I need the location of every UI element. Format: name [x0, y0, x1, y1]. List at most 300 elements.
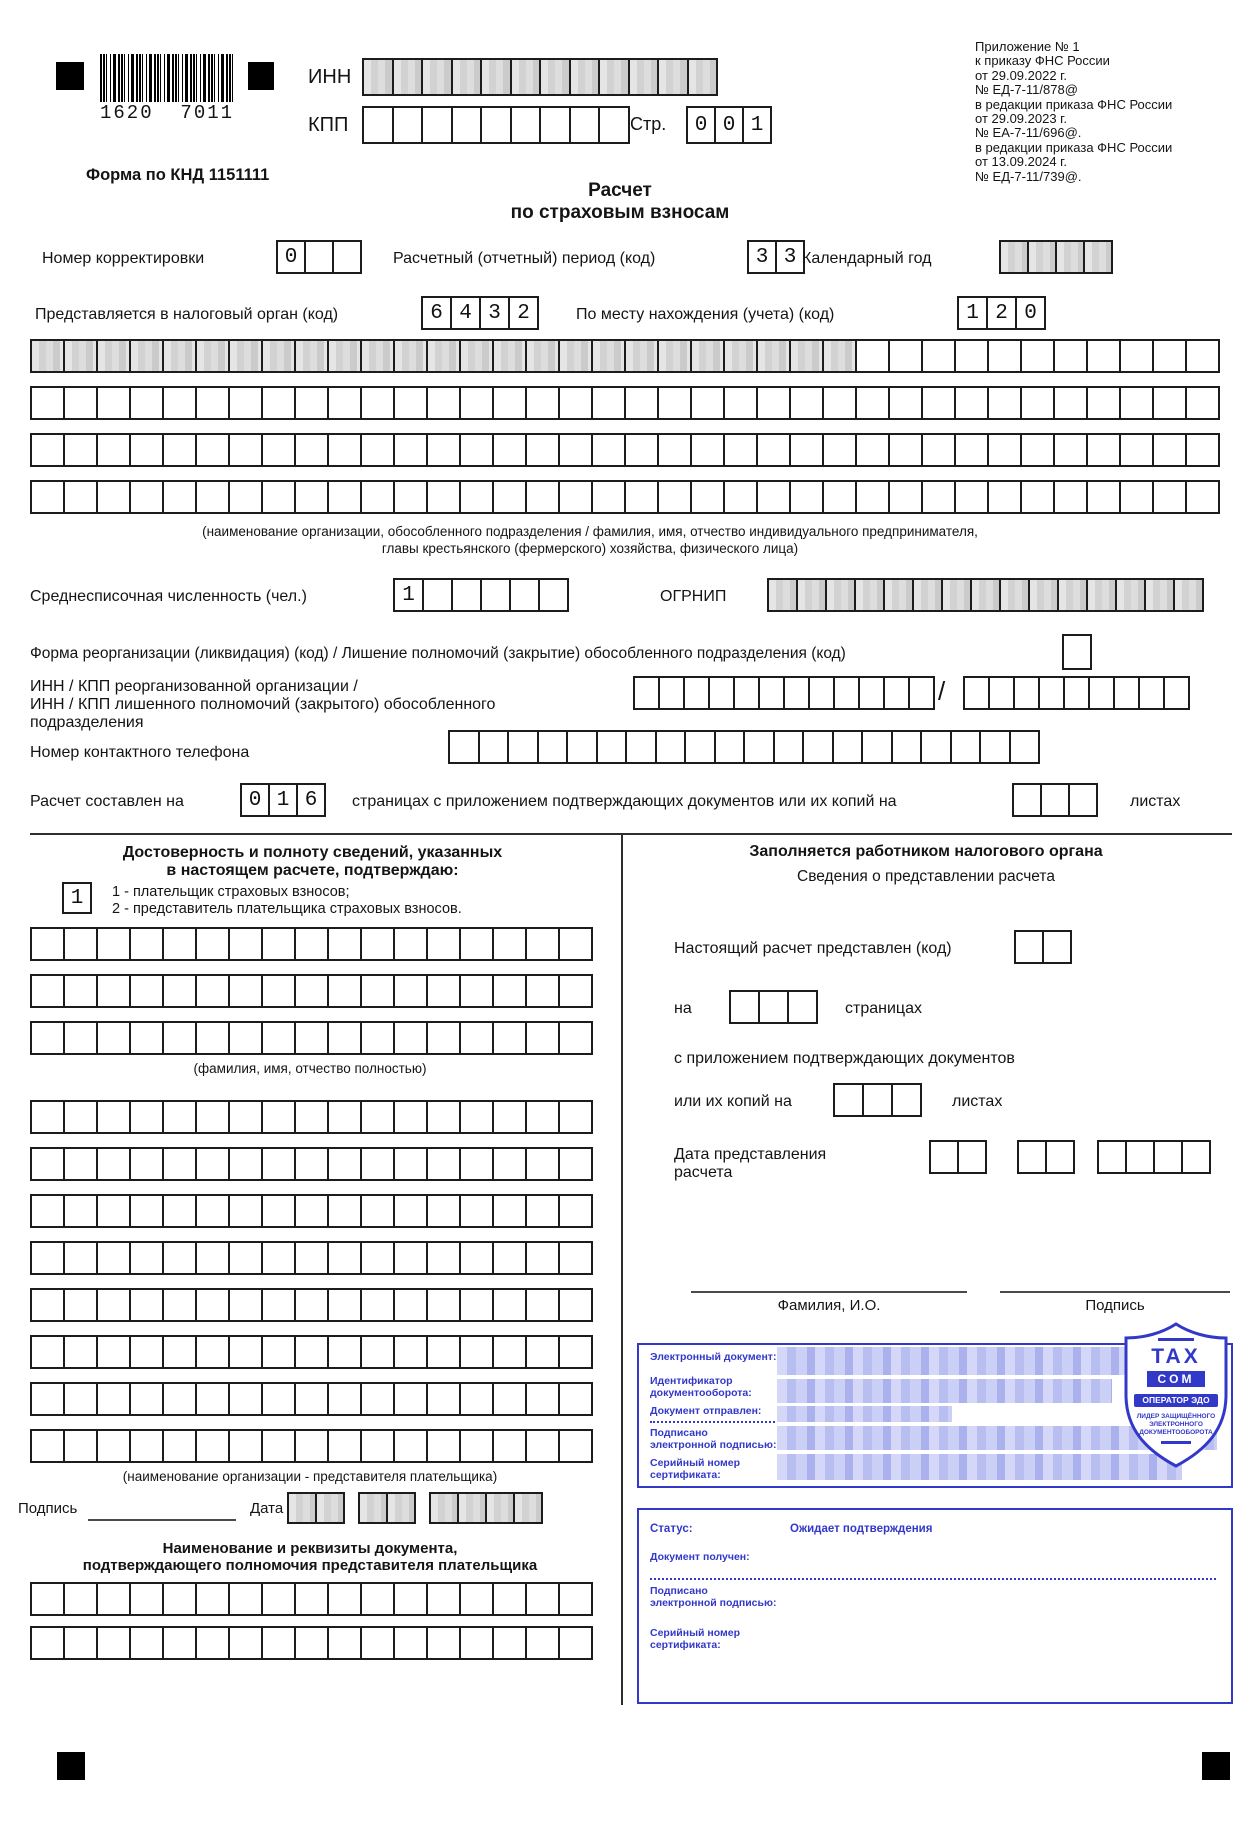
form-cell[interactable] [96, 974, 131, 1008]
form-cell[interactable] [393, 386, 428, 420]
form-cell[interactable] [30, 1288, 65, 1322]
form-cell[interactable] [129, 433, 164, 467]
form-cell[interactable] [96, 927, 131, 961]
form-cell[interactable] [30, 1021, 65, 1055]
form-cell[interactable] [833, 676, 860, 710]
form-cell[interactable] [129, 386, 164, 420]
form-cell[interactable] [657, 58, 689, 96]
form-cell[interactable] [1053, 433, 1088, 467]
form-cell[interactable] [459, 1147, 494, 1181]
form-cell[interactable] [888, 386, 923, 420]
form-cell[interactable] [723, 339, 758, 373]
form-cell[interactable] [492, 1021, 527, 1055]
form-cell[interactable] [162, 1147, 197, 1181]
form-cell[interactable] [855, 339, 890, 373]
form-cell[interactable] [525, 1429, 560, 1463]
form-cell[interactable] [195, 1241, 230, 1275]
form-cell[interactable] [558, 974, 593, 1008]
form-cell[interactable] [426, 1582, 461, 1616]
form-cell[interactable] [492, 1100, 527, 1134]
form-cell[interactable] [457, 1492, 487, 1524]
form-cell[interactable] [492, 927, 527, 961]
form-cell[interactable] [459, 1021, 494, 1055]
form-cell[interactable] [1088, 676, 1115, 710]
form-cell[interactable] [228, 433, 263, 467]
ogrnip-field[interactable] [767, 578, 1204, 612]
form-cell[interactable] [756, 339, 791, 373]
form-cell[interactable] [1053, 480, 1088, 514]
form-cell[interactable] [954, 433, 989, 467]
form-cell[interactable] [1097, 1140, 1127, 1174]
form-cell[interactable] [360, 1194, 395, 1228]
form-cell[interactable] [129, 339, 164, 373]
form-cell[interactable] [294, 1100, 329, 1134]
form-cell[interactable] [480, 578, 511, 612]
form-cell[interactable] [825, 578, 856, 612]
form-cell[interactable] [591, 386, 626, 420]
form-cell[interactable] [459, 1429, 494, 1463]
form-cell[interactable] [327, 1335, 362, 1369]
form-cell[interactable] [929, 1140, 959, 1174]
form-cell[interactable] [1040, 783, 1070, 817]
form-cell[interactable] [162, 386, 197, 420]
form-cell[interactable] [558, 1288, 593, 1322]
form-cell[interactable] [861, 730, 893, 764]
form-cell[interactable] [315, 1492, 345, 1524]
reorg-kpp-field[interactable] [963, 676, 1190, 710]
form-cell[interactable] [96, 1429, 131, 1463]
form-cell[interactable] [723, 433, 758, 467]
form-cell[interactable] [393, 480, 428, 514]
form-cell[interactable] [625, 730, 657, 764]
form-cell[interactable] [96, 1021, 131, 1055]
tax-authority-field[interactable] [421, 296, 539, 330]
form-cell[interactable] [195, 480, 230, 514]
form-cell[interactable] [1068, 783, 1098, 817]
form-cell[interactable] [1086, 480, 1121, 514]
inn-field[interactable] [362, 58, 718, 96]
headcount-field[interactable] [393, 578, 569, 612]
year-field[interactable] [999, 240, 1113, 274]
form-cell[interactable] [96, 1582, 131, 1616]
form-cell[interactable]: 3 [747, 240, 777, 274]
form-cell[interactable] [1119, 433, 1154, 467]
form-cell[interactable] [756, 480, 791, 514]
form-cell[interactable] [294, 433, 329, 467]
form-cell[interactable] [822, 386, 857, 420]
form-cell[interactable] [327, 480, 362, 514]
form-cell[interactable] [789, 339, 824, 373]
form-cell[interactable]: 0 [714, 106, 744, 144]
form-cell[interactable] [957, 1140, 987, 1174]
form-cell[interactable] [393, 1021, 428, 1055]
form-cell[interactable] [327, 927, 362, 961]
form-cell[interactable]: 6 [421, 296, 452, 330]
representative-org-row[interactable] [30, 1288, 593, 1322]
form-cell[interactable] [950, 730, 982, 764]
period-field[interactable] [747, 240, 805, 274]
form-cell[interactable] [999, 240, 1029, 274]
correction-field[interactable] [276, 240, 362, 274]
form-cell[interactable] [758, 990, 789, 1024]
form-cell[interactable] [393, 1288, 428, 1322]
form-cell[interactable] [538, 578, 569, 612]
form-cell[interactable]: 0 [240, 783, 270, 817]
form-cell[interactable] [888, 339, 923, 373]
attached-sheets-field[interactable] [1012, 783, 1098, 817]
form-cell[interactable] [162, 1429, 197, 1463]
form-cell[interactable] [492, 1241, 527, 1275]
form-cell[interactable] [129, 1626, 164, 1660]
form-cell[interactable] [63, 1382, 98, 1416]
form-cell[interactable] [294, 927, 329, 961]
form-cell[interactable] [596, 730, 628, 764]
form-cell[interactable] [920, 730, 952, 764]
form-cell[interactable] [525, 1100, 560, 1134]
form-cell[interactable] [624, 480, 659, 514]
form-cell[interactable] [162, 1194, 197, 1228]
kpp-field[interactable] [362, 106, 630, 144]
form-cell[interactable] [558, 1335, 593, 1369]
reorg-code-field[interactable] [1062, 634, 1092, 670]
form-cell[interactable] [459, 1626, 494, 1660]
form-cell[interactable] [1013, 676, 1040, 710]
form-cell[interactable] [294, 1335, 329, 1369]
form-cell[interactable] [714, 730, 746, 764]
form-cell[interactable] [1163, 676, 1190, 710]
form-cell[interactable] [63, 1335, 98, 1369]
form-cell[interactable] [1055, 240, 1085, 274]
form-cell[interactable] [888, 433, 923, 467]
form-cell[interactable] [459, 480, 494, 514]
form-cell[interactable] [591, 433, 626, 467]
form-cell[interactable] [743, 730, 775, 764]
form-cell[interactable] [492, 1288, 527, 1322]
form-cell[interactable] [261, 927, 296, 961]
form-cell[interactable] [1138, 676, 1165, 710]
form-cell[interactable] [883, 578, 914, 612]
form-cell[interactable] [360, 480, 395, 514]
form-cell[interactable] [459, 1100, 494, 1134]
form-cell[interactable] [261, 433, 296, 467]
form-cell[interactable] [513, 1492, 543, 1524]
form-cell[interactable] [525, 433, 560, 467]
form-cell[interactable] [822, 480, 857, 514]
form-cell[interactable] [294, 1382, 329, 1416]
submitted-code-field[interactable] [1014, 930, 1072, 964]
form-cell[interactable] [1144, 578, 1175, 612]
form-cell[interactable] [478, 730, 510, 764]
form-cell[interactable] [459, 1582, 494, 1616]
form-cell[interactable] [507, 730, 539, 764]
form-cell[interactable] [833, 1083, 864, 1117]
form-cell[interactable] [228, 1241, 263, 1275]
form-cell[interactable] [294, 1582, 329, 1616]
form-cell[interactable] [459, 974, 494, 1008]
form-cell[interactable] [598, 106, 630, 144]
form-cell[interactable] [1185, 386, 1220, 420]
form-cell[interactable] [129, 1288, 164, 1322]
form-cell[interactable] [855, 433, 890, 467]
form-cell[interactable] [459, 1288, 494, 1322]
name-row[interactable] [30, 339, 1220, 373]
form-cell[interactable] [558, 1626, 593, 1660]
form-cell[interactable] [393, 1582, 428, 1616]
form-cell[interactable] [733, 676, 760, 710]
form-cell[interactable] [459, 1382, 494, 1416]
form-cell[interactable] [426, 1626, 461, 1660]
form-cell[interactable]: 6 [296, 783, 326, 817]
form-cell[interactable] [195, 1429, 230, 1463]
form-cell[interactable] [459, 1335, 494, 1369]
form-cell[interactable] [96, 1382, 131, 1416]
form-cell[interactable] [261, 1382, 296, 1416]
form-cell[interactable] [426, 1429, 461, 1463]
form-cell[interactable] [327, 1582, 362, 1616]
form-cell[interactable] [687, 58, 719, 96]
form-cell[interactable] [1083, 240, 1113, 274]
form-cell[interactable] [63, 433, 98, 467]
form-cell[interactable] [492, 1429, 527, 1463]
form-cell[interactable] [228, 1100, 263, 1134]
form-cell[interactable] [294, 480, 329, 514]
name-row[interactable] [30, 433, 1220, 467]
form-cell[interactable] [832, 730, 864, 764]
form-cell[interactable] [358, 1492, 388, 1524]
form-cell[interactable] [261, 1194, 296, 1228]
form-cell[interactable] [195, 1147, 230, 1181]
form-cell[interactable]: 0 [686, 106, 716, 144]
form-cell[interactable] [1086, 386, 1121, 420]
form-cell[interactable] [30, 1194, 65, 1228]
form-cell[interactable] [327, 1147, 362, 1181]
form-cell[interactable] [228, 1021, 263, 1055]
form-cell[interactable] [888, 480, 923, 514]
form-cell[interactable] [96, 1288, 131, 1322]
form-cell[interactable] [485, 1492, 515, 1524]
form-cell[interactable] [386, 1492, 416, 1524]
representative-org-row[interactable] [30, 1241, 593, 1275]
form-cell[interactable] [360, 1582, 395, 1616]
form-cell[interactable] [822, 433, 857, 467]
form-cell[interactable] [228, 927, 263, 961]
form-cell[interactable] [480, 106, 512, 144]
form-cell[interactable] [756, 386, 791, 420]
form-cell[interactable] [96, 1626, 131, 1660]
form-cell[interactable] [1181, 1140, 1211, 1174]
form-cell[interactable] [789, 386, 824, 420]
form-cell[interactable] [360, 1100, 395, 1134]
form-cell[interactable] [855, 386, 890, 420]
form-cell[interactable]: 1 [742, 106, 772, 144]
form-cell[interactable] [451, 58, 483, 96]
form-cell[interactable] [1152, 386, 1187, 420]
form-cell[interactable] [195, 1626, 230, 1660]
form-cell[interactable] [332, 240, 362, 274]
form-cell[interactable] [360, 433, 395, 467]
form-cell[interactable] [525, 1626, 560, 1660]
form-cell[interactable] [261, 1021, 296, 1055]
form-cell[interactable] [63, 1100, 98, 1134]
form-cell[interactable] [393, 974, 428, 1008]
form-cell[interactable] [162, 1100, 197, 1134]
representative-org-row[interactable] [30, 1194, 593, 1228]
form-cell[interactable] [690, 433, 725, 467]
tax-date-month-field[interactable] [1017, 1140, 1075, 1174]
form-cell[interactable] [1086, 339, 1121, 373]
page-number-field[interactable] [686, 106, 772, 144]
form-cell[interactable] [195, 1021, 230, 1055]
fio-row[interactable] [30, 1021, 593, 1055]
form-cell[interactable] [228, 974, 263, 1008]
form-cell[interactable] [988, 676, 1015, 710]
form-cell[interactable] [1113, 676, 1140, 710]
form-cell[interactable] [63, 1194, 98, 1228]
form-cell[interactable] [566, 730, 598, 764]
form-cell[interactable] [954, 386, 989, 420]
form-cell[interactable] [628, 58, 660, 96]
form-cell[interactable] [1119, 386, 1154, 420]
form-cell[interactable]: 1 [393, 578, 424, 612]
form-cell[interactable] [360, 1241, 395, 1275]
form-cell[interactable] [459, 339, 494, 373]
form-cell[interactable] [261, 1288, 296, 1322]
form-cell[interactable] [459, 1194, 494, 1228]
form-cell[interactable] [360, 1382, 395, 1416]
form-cell[interactable] [96, 339, 131, 373]
form-cell[interactable] [690, 386, 725, 420]
form-cell[interactable] [327, 433, 362, 467]
form-cell[interactable] [327, 339, 362, 373]
form-cell[interactable] [162, 1241, 197, 1275]
tax-date-year-field[interactable] [1097, 1140, 1211, 1174]
form-cell[interactable] [426, 1382, 461, 1416]
fio-row[interactable] [30, 974, 593, 1008]
form-cell[interactable] [987, 480, 1022, 514]
form-cell[interactable] [941, 578, 972, 612]
form-cell[interactable] [492, 1382, 527, 1416]
form-cell[interactable] [261, 1100, 296, 1134]
form-cell[interactable] [294, 386, 329, 420]
form-cell[interactable] [690, 339, 725, 373]
form-cell[interactable] [808, 676, 835, 710]
form-cell[interactable] [228, 1429, 263, 1463]
form-cell[interactable] [1152, 339, 1187, 373]
form-cell[interactable] [729, 990, 760, 1024]
form-cell[interactable] [393, 1335, 428, 1369]
form-cell[interactable] [426, 386, 461, 420]
form-cell[interactable] [492, 1626, 527, 1660]
form-cell[interactable]: 2 [986, 296, 1017, 330]
form-cell[interactable] [492, 339, 527, 373]
form-cell[interactable] [195, 1335, 230, 1369]
form-cell[interactable] [492, 386, 527, 420]
form-cell[interactable] [858, 676, 885, 710]
form-cell[interactable] [558, 386, 593, 420]
form-cell[interactable] [1086, 578, 1117, 612]
form-cell[interactable] [539, 106, 571, 144]
form-cell[interactable] [1045, 1140, 1075, 1174]
form-cell[interactable] [891, 1083, 922, 1117]
form-cell[interactable] [1173, 578, 1204, 612]
form-cell[interactable] [459, 386, 494, 420]
form-cell[interactable] [162, 974, 197, 1008]
representative-org-row[interactable] [30, 1335, 593, 1369]
form-cell[interactable] [624, 433, 659, 467]
form-cell[interactable] [657, 386, 692, 420]
form-cell[interactable] [261, 1429, 296, 1463]
form-cell[interactable] [294, 1626, 329, 1660]
form-cell[interactable] [492, 1582, 527, 1616]
form-cell[interactable] [492, 480, 527, 514]
phone-field[interactable] [448, 730, 1040, 764]
authority-doc-row[interactable] [30, 1582, 593, 1616]
form-cell[interactable] [569, 58, 601, 96]
form-cell[interactable] [426, 1147, 461, 1181]
form-cell[interactable] [598, 58, 630, 96]
form-cell[interactable] [802, 730, 834, 764]
form-cell[interactable] [492, 433, 527, 467]
form-cell[interactable] [261, 1147, 296, 1181]
form-cell[interactable] [459, 927, 494, 961]
form-cell[interactable] [304, 240, 334, 274]
form-cell[interactable] [525, 1382, 560, 1416]
form-cell[interactable] [569, 106, 601, 144]
form-cell[interactable] [525, 480, 560, 514]
form-cell[interactable] [195, 339, 230, 373]
signature-line[interactable] [88, 1519, 236, 1521]
form-cell[interactable] [1053, 386, 1088, 420]
form-cell[interactable] [426, 339, 461, 373]
form-cell[interactable] [261, 974, 296, 1008]
form-cell[interactable] [129, 480, 164, 514]
form-cell[interactable] [756, 433, 791, 467]
form-cell[interactable] [294, 1288, 329, 1322]
form-cell[interactable] [1063, 676, 1090, 710]
form-cell[interactable] [657, 433, 692, 467]
form-cell[interactable] [195, 433, 230, 467]
form-cell[interactable] [261, 339, 296, 373]
form-cell[interactable] [1086, 433, 1121, 467]
form-cell[interactable]: 1 [268, 783, 298, 817]
form-cell[interactable] [492, 974, 527, 1008]
form-cell[interactable] [970, 578, 1001, 612]
form-cell[interactable] [228, 1147, 263, 1181]
form-cell[interactable] [1062, 634, 1092, 670]
form-cell[interactable] [624, 339, 659, 373]
form-cell[interactable] [987, 339, 1022, 373]
form-cell[interactable] [558, 1429, 593, 1463]
form-cell[interactable] [480, 58, 512, 96]
form-cell[interactable] [129, 1147, 164, 1181]
form-cell[interactable] [129, 1429, 164, 1463]
form-cell[interactable] [287, 1492, 317, 1524]
form-cell[interactable]: 2 [508, 296, 539, 330]
form-cell[interactable] [327, 1288, 362, 1322]
form-cell[interactable] [690, 480, 725, 514]
form-cell[interactable] [63, 1241, 98, 1275]
form-cell[interactable] [162, 433, 197, 467]
form-cell[interactable] [195, 1100, 230, 1134]
form-cell[interactable] [294, 1194, 329, 1228]
form-cell[interactable] [30, 1241, 65, 1275]
form-cell[interactable] [63, 1626, 98, 1660]
form-cell[interactable] [30, 433, 65, 467]
form-cell[interactable] [426, 1288, 461, 1322]
form-cell[interactable] [228, 1382, 263, 1416]
representative-org-row[interactable] [30, 1100, 593, 1134]
form-cell[interactable] [1119, 480, 1154, 514]
